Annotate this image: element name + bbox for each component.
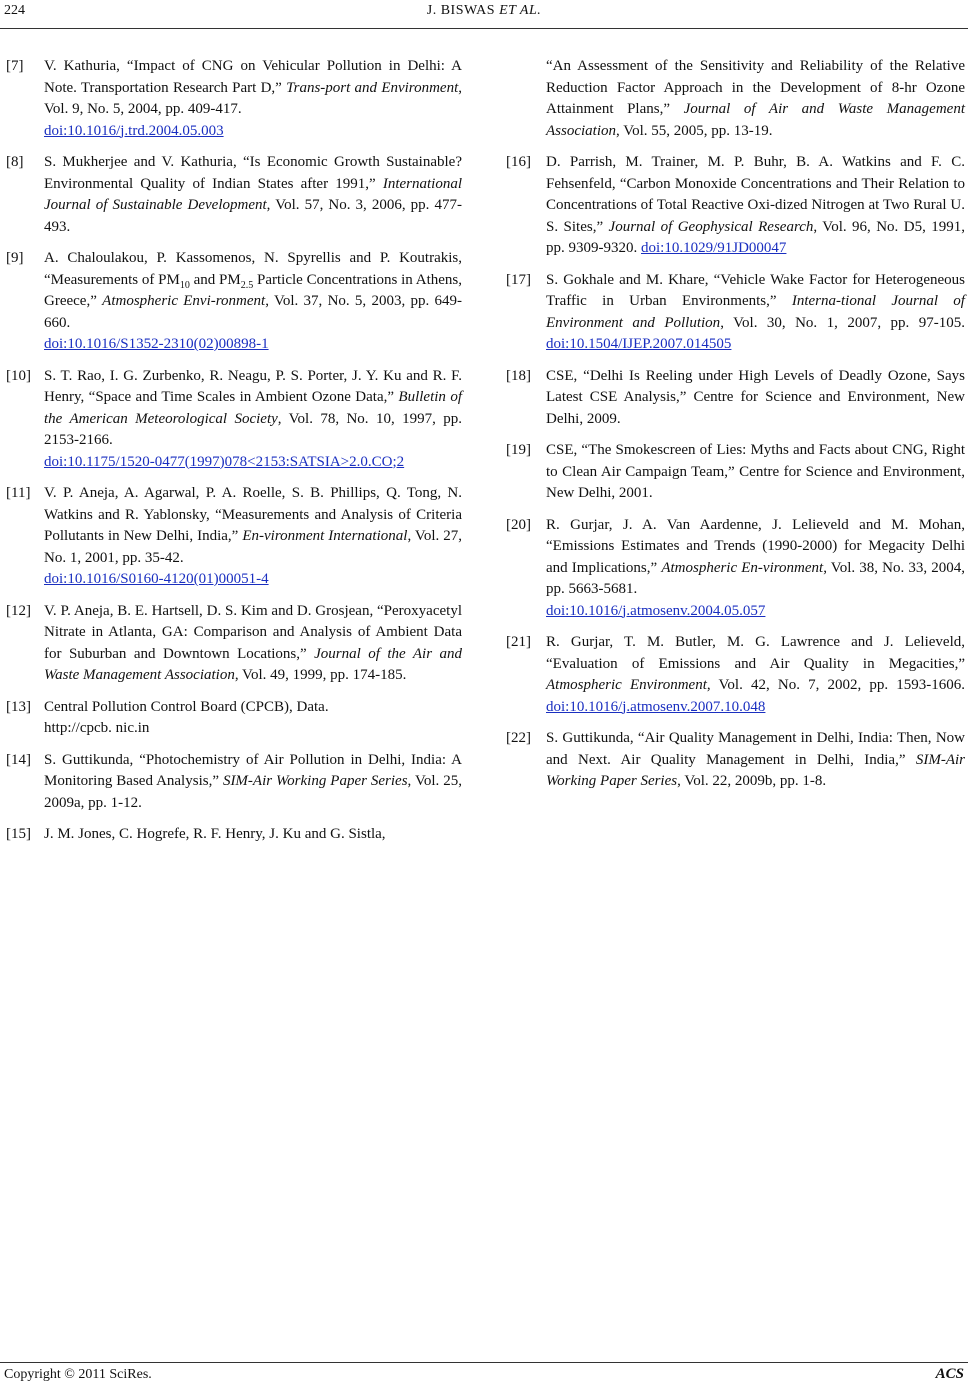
reference-authors-title: S. Mukherjee and V. Kathuria, “Is Economic Growth Sustainable? Environmental Quality of Indian States after 1991,”: [44, 154, 462, 192]
reference-text: [546, 728, 965, 793]
reference-details: , Vol. 25, 2009a, pp. 1-12.: [44, 773, 462, 811]
reference-text: [44, 56, 462, 142]
reference-title-part: and PM: [189, 271, 241, 288]
reference-authors-title: CSE, “Delhi Is Reeling under High Levels of Deadly Ozone, Says Latest CSE Analysis,” Centre for Science and Environment, New Delhi, 2009.: [546, 367, 965, 427]
reference-number: [16]: [506, 154, 531, 170]
references-left-column: [6, 56, 462, 856]
reference-journal: Trans-port and Environment: [286, 79, 459, 96]
reference-text: [44, 601, 462, 687]
reference-authors-title: V. P. Aneja, B. E. Hartsell, D. S. Kim and D. Grosjean, “Peroxyacetyl Nitrate in Atlanta, GA: Comparison and Analysis of Ambient Data for Suburban and Downtown Locations,”: [44, 602, 462, 662]
doi-link[interactable]: doi:10.1175/1520-0477(1997)078<2153:SATSIA>2.0.CO;2: [44, 453, 405, 470]
reference-8: [6, 152, 462, 238]
reference-number: [11]: [6, 485, 31, 501]
reference-14: [6, 750, 462, 815]
reference-journal: Atmospheric En-vironment: [661, 559, 824, 576]
reference-authors-title: R. Gurjar, J. A. Van Aardenne, J. Lelieveld and M. Mohan, “Emissions Estimates and Trends (1990-2000) for Megacity Delhi and Implications,”: [546, 516, 965, 576]
reference-text: [44, 824, 462, 846]
reference-details: , Vol. 42, No. 7, 2002, pp. 1593-1606.: [706, 677, 965, 693]
reference-authors-title: CSE, “The Smokescreen of Lies: Myths and Facts about CNG, Right to Clean Air Campaign Team,” Centre for Science and Environment, New Delhi, 2001.: [546, 442, 965, 501]
reference-journal: SIM-Air Working Paper Series: [546, 751, 965, 789]
reference-number: [22]: [506, 730, 531, 746]
reference-15: [6, 824, 462, 846]
reference-authors-title: J. M. Jones, C. Hogrefe, R. F. Henry, J. Ku and G. Sistla,: [44, 826, 386, 842]
reference-12: [6, 601, 462, 687]
reference-number: [19]: [506, 442, 531, 458]
reference-authors-title: A. Chaloulakou, P. Kassomenos, N. Spyrellis and P. Koutrakis, “Measurements of PM: [44, 250, 462, 288]
reference-details: , Vol. 38, No. 33, 2004, pp. 5663-5681.: [546, 559, 965, 597]
reference-22: [506, 728, 965, 793]
doi-link[interactable]: doi:10.1016/j.trd.2004.05.003: [44, 122, 224, 139]
reference-number: [506, 56, 546, 142]
doi-link[interactable]: doi:10.1016/j.atmosenv.2007.10.048: [546, 698, 766, 715]
reference-authors-title: R. Gurjar, T. M. Butler, M. G. Lawrence and J. Lelieveld, “Evaluation of Emissions and Air Quality in Megacities,”: [546, 634, 965, 672]
reference-number: [13]: [6, 698, 31, 715]
reference-13: [6, 697, 462, 740]
subscript: 10: [179, 279, 190, 291]
reference-journal: International Journal of Sustainable Development: [44, 175, 462, 213]
reference-19: [506, 440, 965, 505]
reference-authors-title: V. Kathuria, “Impact of CNG on Vehicular Pollution in Delhi: A Note. Transportation Research Part D,”: [44, 58, 462, 96]
reference-number: [9]: [6, 250, 24, 266]
page-number: 224: [4, 3, 25, 18]
subscript: 2.5: [240, 279, 254, 291]
reference-journal: Atmospheric Envi-ronment: [102, 293, 266, 309]
reference-authors-title: S. Gokhale and M. Khare, “Vehicle Wake Factor for Heterogeneous Traffic in Urban Environments,”: [546, 271, 965, 309]
reference-title-part: Particle Concentrations in Athens, Greece,”: [44, 271, 462, 309]
reference-journal: Interna-tional Journal of Environment and Pollution: [546, 293, 965, 331]
reference-number: [7]: [6, 58, 24, 74]
doi-link[interactable]: doi:10.1029/91JD00047: [641, 240, 787, 256]
reference-number: [17]: [506, 271, 531, 288]
reference-text: [546, 366, 965, 431]
reference-number: [14]: [6, 751, 31, 768]
reference-text: [44, 750, 462, 815]
doi-link[interactable]: doi:10.1016/S1352-2310(02)00898-1: [44, 336, 269, 352]
reference-details: , Vol. 96, No. D5, 1991, pp. 9309-9320.: [546, 218, 965, 256]
reference-journal: Journal of Geophysical Research: [608, 218, 814, 235]
reference-21: [506, 632, 965, 718]
header-etal: ET AL.: [499, 3, 542, 18]
reference-journal: Journal of Air and Waste Management Association: [546, 101, 965, 139]
reference-10: [6, 366, 462, 474]
reference-15-continued: [506, 56, 965, 142]
reference-17: [506, 270, 965, 356]
reference-details: , Vol. 9, No. 5, 2004, pp. 409-417.: [44, 79, 462, 117]
copyright-notice: Copyright © 2011 SciRes.: [4, 1367, 152, 1382]
reference-16: [506, 152, 965, 260]
reference-number: [21]: [506, 634, 531, 650]
reference-authors-title: S. T. Rao, I. G. Zurbenko, R. Neagu, P. S. Porter, J. Y. Ku and R. F. Henry, “Space and Time Scales in Ambient Ozone Data,”: [44, 367, 462, 405]
doi-link[interactable]: doi:10.1016/j.atmosenv.2004.05.057: [546, 602, 766, 619]
reference-journal: Bulletin of the American Meteorological Society: [44, 389, 462, 427]
reference-journal: Journal of the Air and Waste Management Association: [44, 645, 462, 683]
reference-journal: SIM-Air Working Paper Series: [222, 773, 408, 789]
doi-link[interactable]: doi:10.1016/S0160-4120(01)00051-4: [44, 571, 269, 587]
reference-details: , Vol. 27, No. 1, 2001, pp. 35-42.: [44, 528, 462, 566]
reference-number: [15]: [6, 826, 31, 842]
reference-number: [20]: [506, 516, 531, 533]
reference-details: , Vol. 22, 2009b, pp. 1-8.: [677, 773, 827, 789]
reference-details: , Vol. 30, No. 1, 2007, pp. 97-105.: [720, 314, 966, 331]
reference-9: [6, 248, 462, 356]
reference-number: [10]: [6, 367, 31, 384]
reference-details: , Vol. 55, 2005, pp. 13-19.: [616, 122, 773, 139]
reference-authors-title: Central Pollution Control Board (CPCB), Data.: [44, 698, 329, 715]
reference-text: [44, 152, 462, 238]
journal-abbreviation: ACS: [935, 1366, 964, 1382]
reference-journal: Atmospheric Environment: [546, 677, 707, 693]
reference-text: [546, 440, 965, 505]
reference-text: [44, 483, 462, 591]
reference-7: [6, 56, 462, 142]
reference-number: [8]: [6, 154, 24, 170]
page-footer: [0, 1362, 968, 1387]
reference-text: [44, 697, 462, 740]
reference-authors-title: D. Parrish, M. Trainer, M. P. Buhr, B. A. Watkins and F. C. Fehsenfeld, “Carbon Monoxide Concentrations and Their Relation to Concentrations of Total Reactive Oxi-dized Nitrogen at Two Rural U. S. Sites,”: [546, 154, 965, 235]
reference-11: [6, 483, 462, 591]
reference-details: , Vol. 57, No. 3, 2006, pp. 477-493.: [44, 197, 462, 235]
reference-18: [506, 366, 965, 431]
reference-text: [546, 56, 965, 142]
reference-number: [18]: [506, 367, 531, 384]
references-right-column: [506, 56, 965, 803]
reference-authors-title: V. P. Aneja, A. Agarwal, P. A. Roelle, S. B. Phillips, Q. Tong, N. Watkins and R. Yablonsky, “Measurements and Analysis of Criteria Pollutants in New Delhi, India,”: [44, 485, 462, 544]
running-header: [0, 0, 968, 29]
reference-url: http://cpcb. nic.in: [44, 720, 150, 736]
reference-text: [546, 515, 965, 623]
header-authors: J. BISWAS: [426, 3, 496, 18]
reference-20: [506, 515, 965, 623]
reference-details: , Vol. 78, No. 10, 1997, pp. 2153-2166.: [44, 410, 462, 448]
reference-journal: En-vironment International: [242, 528, 408, 544]
reference-text: [546, 270, 965, 356]
reference-text: [546, 632, 965, 718]
reference-details: , Vol. 49, 1999, pp. 174-185.: [234, 667, 407, 683]
running-header-authors: [0, 3, 968, 19]
reference-text: [44, 366, 462, 474]
reference-text: [546, 152, 965, 260]
reference-number: [12]: [6, 602, 31, 619]
reference-authors-title: S. Guttikunda, “Photochemistry of Air Pollution in Delhi, India: A Monitoring Based Analysis,”: [44, 751, 462, 789]
reference-authors-title: “An Assessment of the Sensitivity and Reliability of the Relative Reduction Factor Approach in the Development of 8-hr Ozone Attainment Plans,”: [546, 58, 965, 117]
reference-text: [44, 248, 462, 356]
reference-authors-title: S. Guttikunda, “Air Quality Management in Delhi, India: Then, Now and Next. Air Quality Management in Delhi, India,”: [546, 730, 965, 768]
reference-details: , Vol. 37, No. 5, 2003, pp. 649-660.: [44, 293, 463, 331]
doi-link[interactable]: doi:10.1504/IJEP.2007.014505: [546, 336, 732, 352]
